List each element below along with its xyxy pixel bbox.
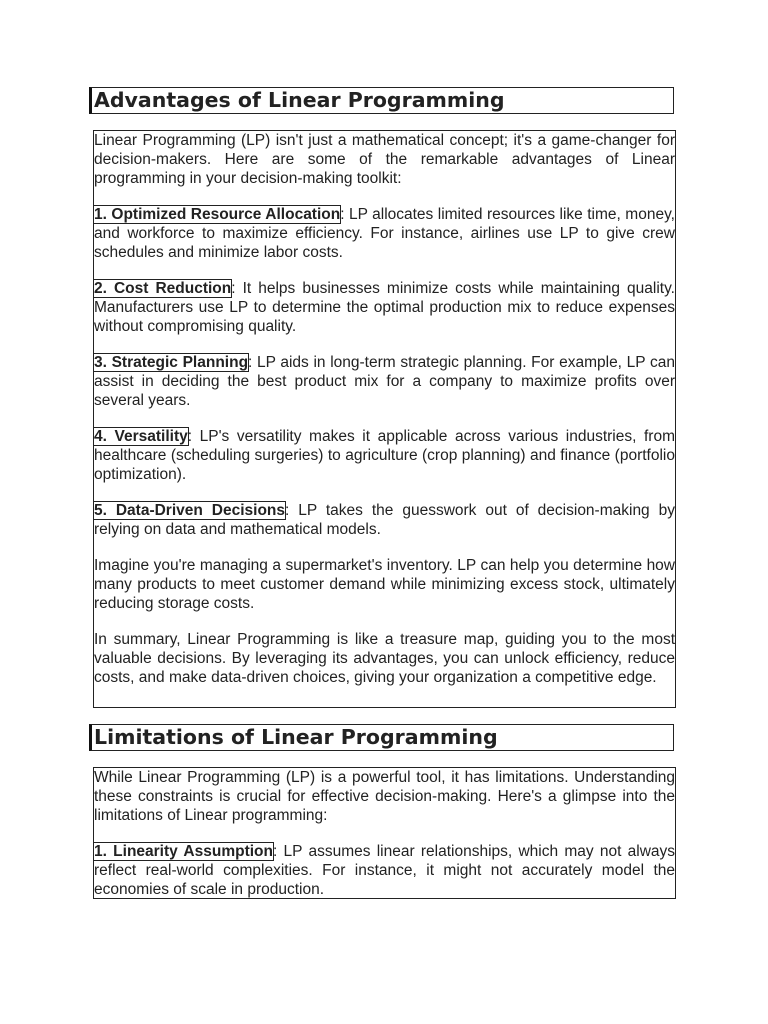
- advantages-content: [93, 130, 676, 708]
- advantage-item-5: [94, 501, 675, 539]
- advantage-term-1: 1. Optimized Resource Allocation: [94, 206, 341, 223]
- advantage-text-5: : LP takes the guesswork out of decision-making by relying on data and mathematical models.: [94, 502, 675, 538]
- advantages-summary: In summary, Linear Programming is like a treasure map, guiding you to the most valuable decisions. By leveraging its advantages, you can unlock efficiency, reduce costs, and make data-driven choices, giving your organization a competitive edge.: [94, 631, 675, 686]
- limitations-heading: Limitations of Linear Programming: [89, 724, 674, 751]
- limitation-term-1: 1. Linearity Assumption: [94, 843, 273, 860]
- advantage-item-2: [94, 279, 675, 336]
- advantage-term-4: 4. Versatility: [94, 428, 188, 445]
- advantage-item-4: [94, 427, 675, 484]
- limitation-item-1: [94, 842, 675, 899]
- advantage-term-5: 5. Data-Driven Decisions: [94, 502, 286, 519]
- advantages-intro: Linear Programming (LP) isn't just a mathematical concept; it's a game-changer for decision-makers. Here are some of the remarkable advantages of Linear programming in your decision-making toolkit:: [94, 132, 675, 187]
- advantage-item-1: [94, 205, 675, 262]
- advantage-text-4: : LP's versatility makes it applicable across various industries, from healthcare (scheduling surgeries) to agriculture (crop planning) and finance (portfolio optimization).: [94, 428, 675, 483]
- advantage-term-2: 2. Cost Reduction: [94, 280, 232, 297]
- advantage-item-3: [94, 353, 675, 410]
- advantages-example: Imagine you're managing a supermarket's inventory. LP can help you determine how many products to meet customer demand while minimizing excess stock, ultimately reducing storage costs.: [94, 557, 675, 612]
- limitations-content: [93, 767, 676, 899]
- limitations-intro: While Linear Programming (LP) is a powerful tool, it has limitations. Understanding these constraints is crucial for effective decision-making. Here's a glimpse into the limitations of Linear programming:: [94, 769, 675, 824]
- advantage-term-3: 3. Strategic Planning: [94, 354, 249, 371]
- advantage-text-2: : It helps businesses minimize costs while maintaining quality. Manufacturers use LP to determine the optimal production mix to reduce expenses without compromising quality.: [94, 280, 675, 335]
- advantages-heading: Advantages of Linear Programming: [89, 87, 674, 114]
- limitation-text-1: : LP assumes linear relationships, which may not always reflect real-world complexities. For instance, it might not accurately model the economies of scale in production.: [94, 843, 676, 898]
- advantage-text-3: : LP aids in long-term strategic planning. For example, LP can assist in deciding the best product mix for a company to maximize profits over several years.: [94, 354, 676, 409]
- advantage-text-1: : LP allocates limited resources like time, money, and workforce to maximize efficiency. For instance, airlines use LP to give crew schedules and minimize labor costs.: [94, 206, 675, 261]
